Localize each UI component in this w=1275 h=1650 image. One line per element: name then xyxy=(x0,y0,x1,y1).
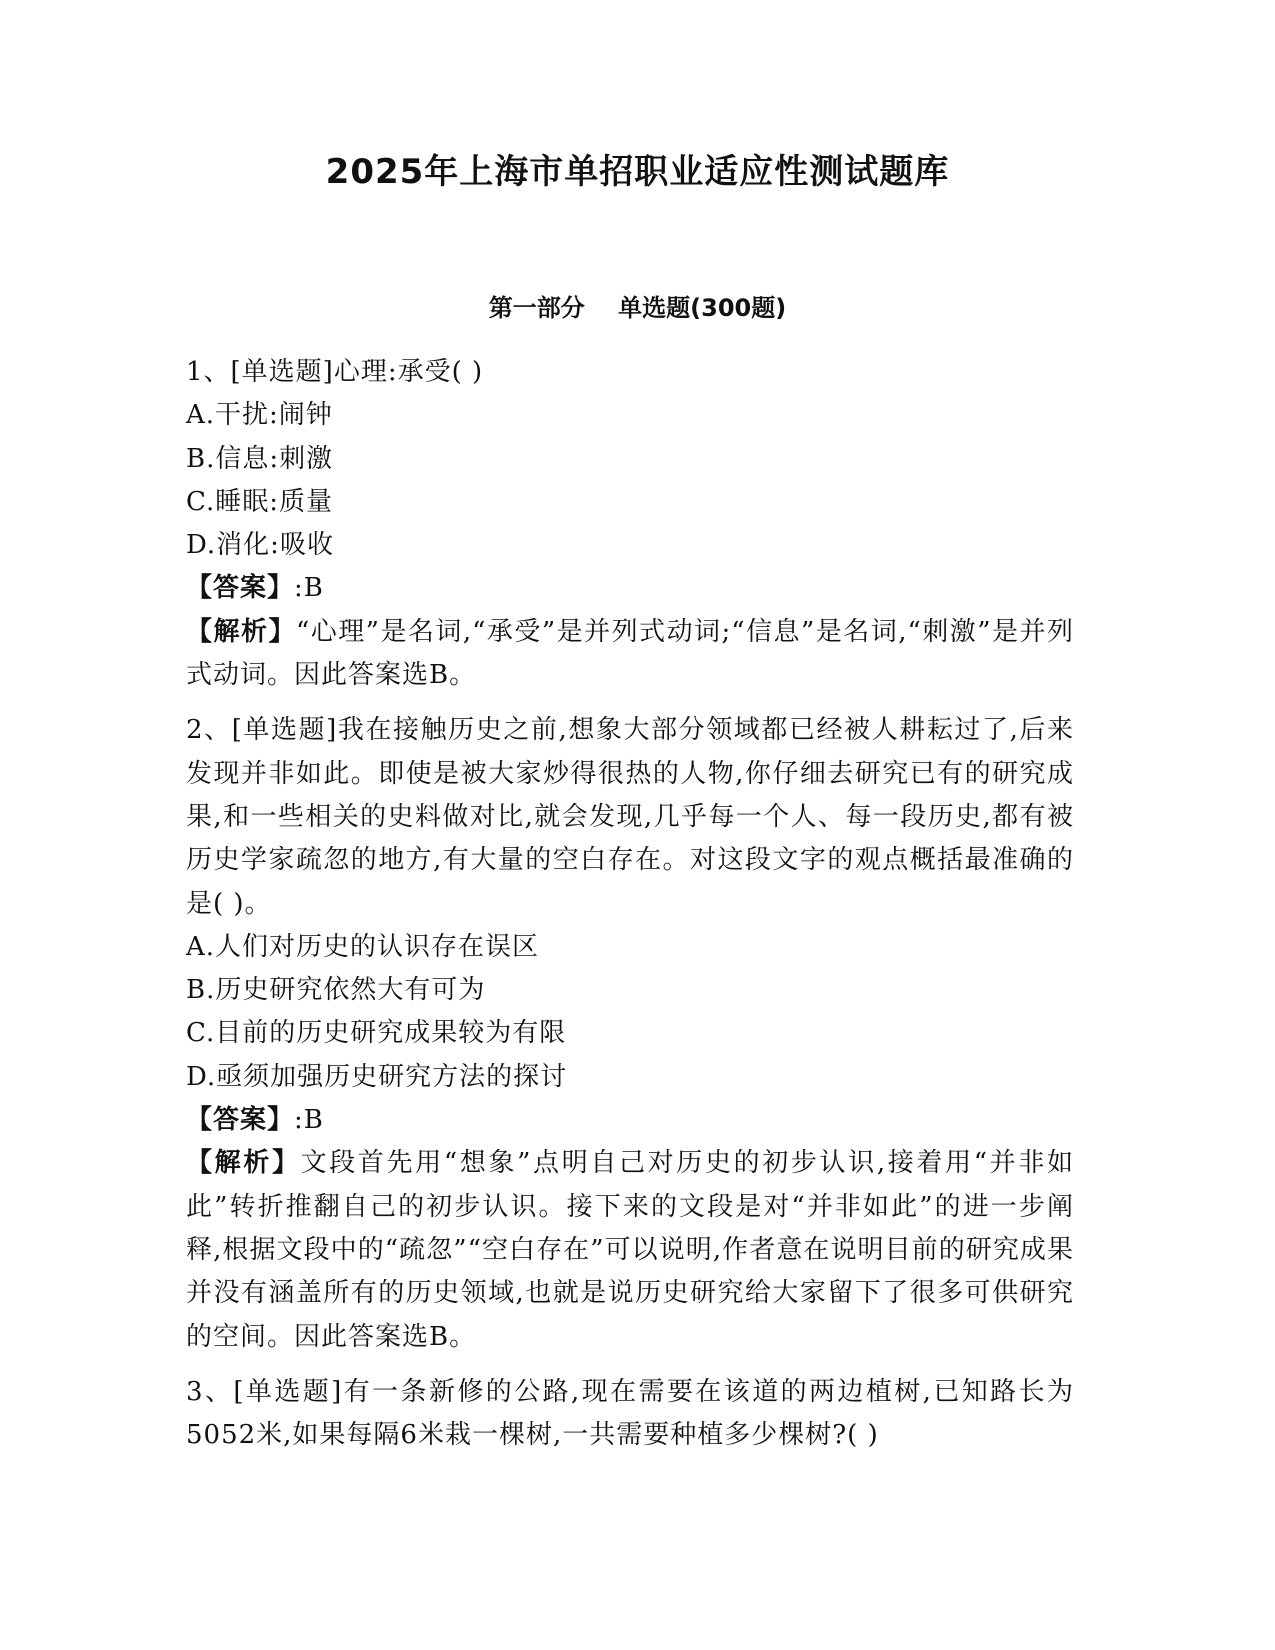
analysis-line xyxy=(186,611,1074,698)
question-stem: 1、[单选题]心理:承受( ) xyxy=(186,357,484,387)
document-title: 2025年上海市单招职业适应性测试题库 xyxy=(325,152,950,192)
question-list xyxy=(186,351,1074,1469)
option-a: A.干扰:闹钟 xyxy=(186,400,333,431)
question-stem: 3、[单选题]有一条新修的公路,现在需要在该道的两边植树,已知路长为5052米,如果每隔6米栽一棵树,一共需要种植多少棵树?( ) xyxy=(186,1376,1074,1451)
answer-label: 【答案】 xyxy=(186,1105,295,1136)
answer-line xyxy=(186,567,1074,610)
option-a: A.人们对历史的认识存在误区 xyxy=(186,931,540,962)
analysis-label: 【解析】 xyxy=(186,616,296,647)
answer-line xyxy=(186,1099,1074,1142)
analysis-text: “心理”是名词,“承受”是并列式动词;“信息”是名词,“刺激”是并列式动词。因此答案选B。 xyxy=(186,616,1074,691)
analysis-label: 【解析】 xyxy=(186,1148,301,1179)
option-d: D.消化:吸收 xyxy=(186,530,334,561)
analysis-line xyxy=(186,1142,1074,1358)
question-2 xyxy=(186,709,1074,1358)
option-b: B.信息:刺激 xyxy=(186,443,334,474)
question-1 xyxy=(186,351,1074,697)
option-b: B.历史研究依然大有可为 xyxy=(186,975,486,1006)
analysis-text: 文段首先用“想象”点明自己对历史的初步认识,接着用“并非如此”转折推翻自己的初步认识。接下来的文段是对“并非如此”的进一步阐释,根据文段中的“疏忽”“空白存在”可以说明,作者意在说明目前的研究成果并没有涵盖所有的历史领域,也就是说历史研究给大家留下了很多可供研究的空间。因此答案选B。 xyxy=(186,1148,1074,1352)
option-d: D.亟须加强历史研究方法的探讨 xyxy=(186,1061,568,1092)
answer-value: :B xyxy=(294,573,324,604)
section-title: 第一部分 单选题(300题) xyxy=(488,294,787,322)
question-stem: 2、[单选题]我在接触历史之前,想象大部分领域都已经被人耕耘过了,后来发现并非如此。即使是被大家炒得很热的人物,你仔细去研究已有的研究成果,和一些相关的史料做对比,就会发现,几乎每一个人、每一段历史,都有被历史学家疏忽的地方,有大量的空白存在。对这段文字的观点概括最准确的是( )。 xyxy=(186,715,1074,919)
question-3 xyxy=(186,1371,1074,1458)
option-c: C.目前的历史研究成果较为有限 xyxy=(186,1018,567,1049)
option-c: C.睡眠:质量 xyxy=(186,486,333,517)
answer-label: 【答案】 xyxy=(186,573,295,604)
answer-value: :B xyxy=(294,1105,324,1136)
